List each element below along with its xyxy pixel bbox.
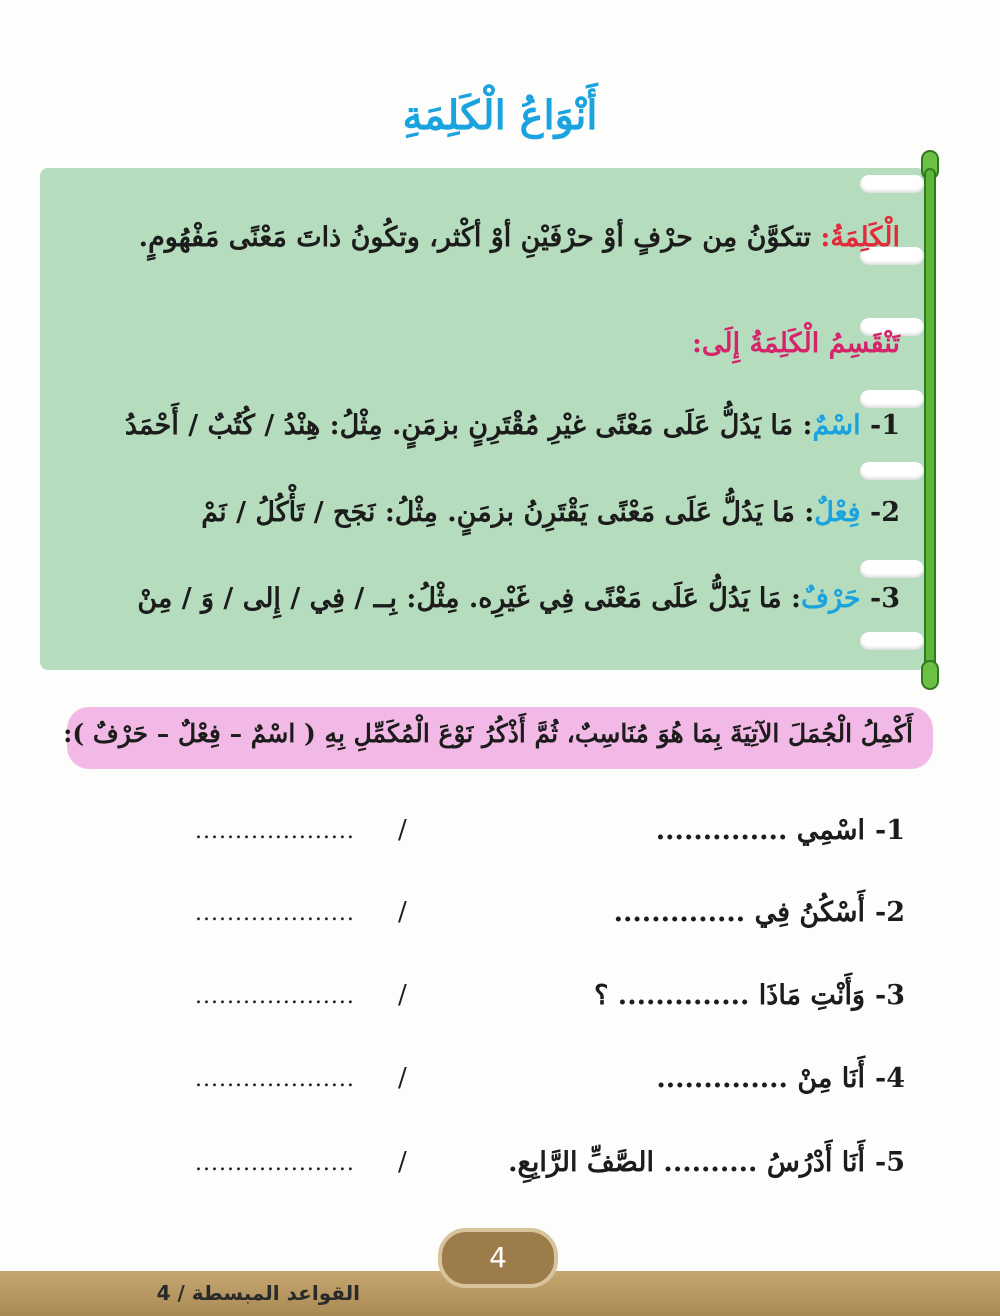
type-description: : مَا يَدُلُّ عَلَى مَعْنًى فِي غَيْرِه. مِثْلُ: بِــ / فِي / إِلى / وَ / مِنْ bbox=[137, 583, 801, 614]
exercise-row bbox=[0, 1063, 1000, 1113]
exercise-sentence[interactable]: اسْمِي .............. bbox=[655, 815, 865, 846]
exercise-sentence[interactable]: أَسْكُنُ فِي .............. bbox=[613, 897, 865, 928]
binder-ring bbox=[860, 175, 924, 193]
page-number: 4 bbox=[438, 1228, 558, 1288]
type-number: 3- bbox=[869, 583, 900, 614]
type-line-verb bbox=[201, 497, 900, 528]
exercise-number: 1- bbox=[874, 815, 905, 846]
exercise-type-blank[interactable]: .................... bbox=[195, 819, 355, 844]
exercise-sentence[interactable]: وَأَنْتِ مَاذَا .............. ؟ bbox=[594, 980, 865, 1011]
type-line-particle bbox=[137, 583, 900, 614]
spine-bar bbox=[924, 168, 936, 672]
exercise-number: 5- bbox=[874, 1147, 905, 1178]
book-title: القواعد المبسطة / 4 bbox=[156, 1281, 360, 1305]
spine-bottom-cap bbox=[921, 660, 939, 690]
exercise-type-blank[interactable]: .................... bbox=[195, 1151, 355, 1176]
type-description: : مَا يَدُلُّ عَلَى مَعْنًى غيْرِ مُقْتَرِنٍ بزمَنٍ. مِثْلُ: هِنْدُ / كُتُبٌ / أَحْمَدُ bbox=[124, 410, 813, 441]
instruction-text: أَكْمِلُ الْجُمَلَ الآتِيَةَ بِمَا هُوَ مُنَاسِبٌ، ثُمَّ أَذْكُرُ نَوْعَ الْمُكَمِّلِ بِهِ ( اسْمٌ – فِعْلٌ – حَرْفٌ ): bbox=[63, 719, 913, 748]
definition-text: تتكوَّنُ مِن حرْفٍ أوْ حرْفَيْنِ أوْ أكْثر، وتكُونُ ذاتَ مَعْنًى مَفْهُومٍ. bbox=[138, 222, 821, 253]
type-number: 1- bbox=[869, 410, 900, 441]
exercise-number: 3- bbox=[874, 980, 905, 1011]
exercise-row bbox=[0, 897, 1000, 947]
type-description: : مَا يَدُلُّ عَلَى مَعْنًى يَقْتَرِنُ بزمَنٍ. مِثْلُ: نَجَح / تَأْكُلُ / نَمْ bbox=[201, 497, 815, 528]
type-name: فِعْلٌ bbox=[814, 497, 861, 528]
exercise-sentence[interactable]: أَنَا أَدْرُسُ .......... الصَّفِّ الرَّابِعِ. bbox=[508, 1147, 865, 1178]
exercise-slash: / bbox=[398, 1063, 407, 1093]
exercise-number: 4- bbox=[874, 1063, 905, 1094]
binder-ring bbox=[860, 560, 924, 578]
type-line-noun bbox=[125, 410, 900, 441]
exercise-type-blank[interactable]: .................... bbox=[195, 901, 355, 926]
binder-spine bbox=[921, 150, 939, 690]
type-name: اسْمٌ bbox=[812, 410, 861, 441]
exercise-type-blank[interactable]: .................... bbox=[195, 1067, 355, 1092]
binder-ring bbox=[860, 632, 924, 650]
type-name: حَرْفٌ bbox=[801, 583, 861, 614]
definition-term: الْكَلِمَةُ: bbox=[820, 222, 900, 253]
exercise-slash: / bbox=[398, 897, 407, 927]
exercise-row bbox=[0, 815, 1000, 865]
exercise-slash: / bbox=[398, 1147, 407, 1177]
exercise-row bbox=[0, 980, 1000, 1030]
type-number: 2- bbox=[869, 497, 900, 528]
instruction-banner bbox=[63, 707, 933, 769]
binder-ring bbox=[860, 462, 924, 480]
exercise-slash: / bbox=[398, 980, 407, 1010]
page-title: أَنْوَاعُ الْكَلِمَةِ bbox=[402, 92, 598, 139]
exercise-slash: / bbox=[398, 815, 407, 845]
division-heading: تَنْقَسِمُ الْكَلِمَةُ إِلَى: bbox=[691, 328, 900, 359]
binder-ring bbox=[860, 390, 924, 408]
exercise-row bbox=[0, 1147, 1000, 1197]
exercise-number: 2- bbox=[874, 897, 905, 928]
exercise-sentence[interactable]: أَنَا مِنْ .............. bbox=[656, 1063, 865, 1094]
definition-line bbox=[139, 222, 900, 253]
exercise-type-blank[interactable]: .................... bbox=[195, 984, 355, 1009]
